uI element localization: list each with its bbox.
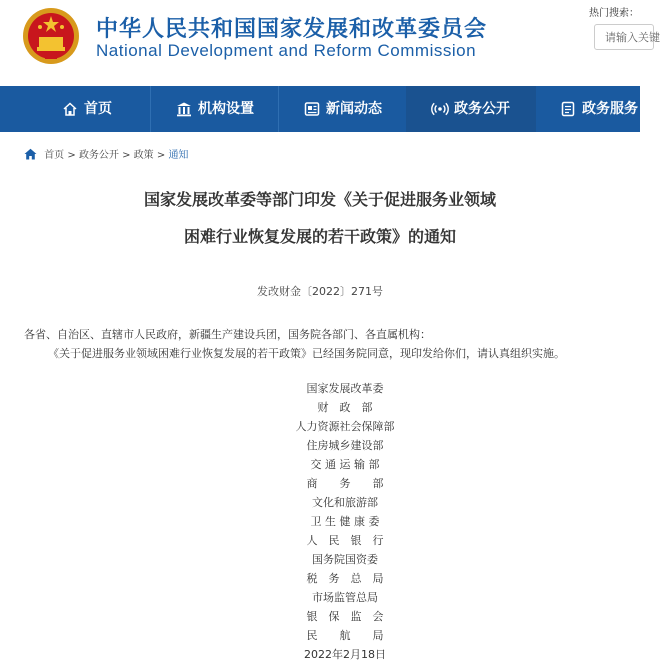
signatory: 住房城乡建设部 (306, 439, 384, 452)
signatory: 交 通 运 输 部 (310, 458, 380, 471)
breadcrumb-policy[interactable]: 政策 (133, 150, 154, 161)
signatory: 商 务 部 (306, 477, 384, 490)
signatory: 国家发展改革委 (306, 382, 384, 395)
nav-label-organization: 机构设置 (198, 101, 254, 117)
signatory: 市场监管总局 (312, 591, 378, 604)
site-header (0, 0, 660, 86)
hot-search-label: 热门搜索： (589, 8, 639, 19)
national-emblem-icon (22, 7, 80, 65)
issue-date: 2022年2月18日 (304, 648, 386, 661)
news-icon (304, 101, 320, 117)
main-nav (0, 86, 640, 132)
signatory: 财 政 部 (317, 401, 373, 414)
body-paragraph: 《关于促进服务业领域困难行业恢复发展的若干政策》已经国务院同意，现印发给你们，请认真组织实施。 (48, 347, 565, 360)
breadcrumb-notice[interactable]: 通知 (168, 150, 189, 161)
document-number: 发改财金〔2022〕271号 (257, 285, 383, 298)
nav-divider (150, 86, 151, 132)
article-title-line2: 困难行业恢复发展的若干政策》的通知 (183, 227, 456, 246)
breadcrumb-separator: > (64, 150, 79, 161)
signatory: 银 保 监 会 (306, 610, 384, 623)
signatory: 人力资源社会保障部 (295, 420, 395, 433)
signatory: 人 民 银 行 (306, 534, 384, 547)
breadcrumb-separator: > (118, 150, 134, 161)
signatory: 文化和旅游部 (312, 496, 378, 509)
breadcrumb-separator: > (153, 150, 169, 161)
home-icon (62, 101, 78, 117)
nav-item-services[interactable] (560, 86, 638, 132)
building-icon (176, 101, 192, 117)
salutation: 各省、自治区、直辖市人民政府，新疆生产建设兵团，国务院各部门、各直属机构： (24, 328, 431, 341)
nav-label-home: 首页 (84, 101, 112, 117)
breadcrumb-home[interactable]: 首页 (44, 150, 65, 161)
signatory: 卫 生 健 康 委 (310, 515, 380, 528)
nav-label-government-affairs: 政务公开 (454, 101, 510, 117)
breadcrumb (24, 146, 188, 161)
signatory: 税 务 总 局 (306, 572, 384, 585)
nav-item-home[interactable] (62, 86, 112, 132)
nav-item-organization[interactable] (176, 86, 254, 132)
nav-item-news[interactable] (304, 86, 382, 132)
nav-label-news: 新闻动态 (326, 101, 382, 117)
signatory: 国务院国资委 (312, 553, 378, 566)
article-title-line1: 国家发展改革委等部门印发《关于促进服务业领域 (143, 190, 496, 209)
site-title-en: National Development and Reform Commission (96, 41, 477, 60)
nav-item-government-affairs[interactable] (406, 86, 536, 132)
nav-divider (278, 86, 279, 132)
nav-label-services: 政务服务 (582, 101, 638, 117)
signatory: 民 航 局 (306, 629, 384, 642)
site-title-cn: 中华人民共和国国家发展和改革委员会 (96, 17, 488, 42)
search-input[interactable]: 请输入关键 (594, 24, 654, 50)
home-icon (24, 148, 37, 160)
document-icon (560, 101, 576, 117)
breadcrumb-government-affairs[interactable]: 政务公开 (78, 150, 119, 161)
broadcast-icon (432, 101, 448, 117)
